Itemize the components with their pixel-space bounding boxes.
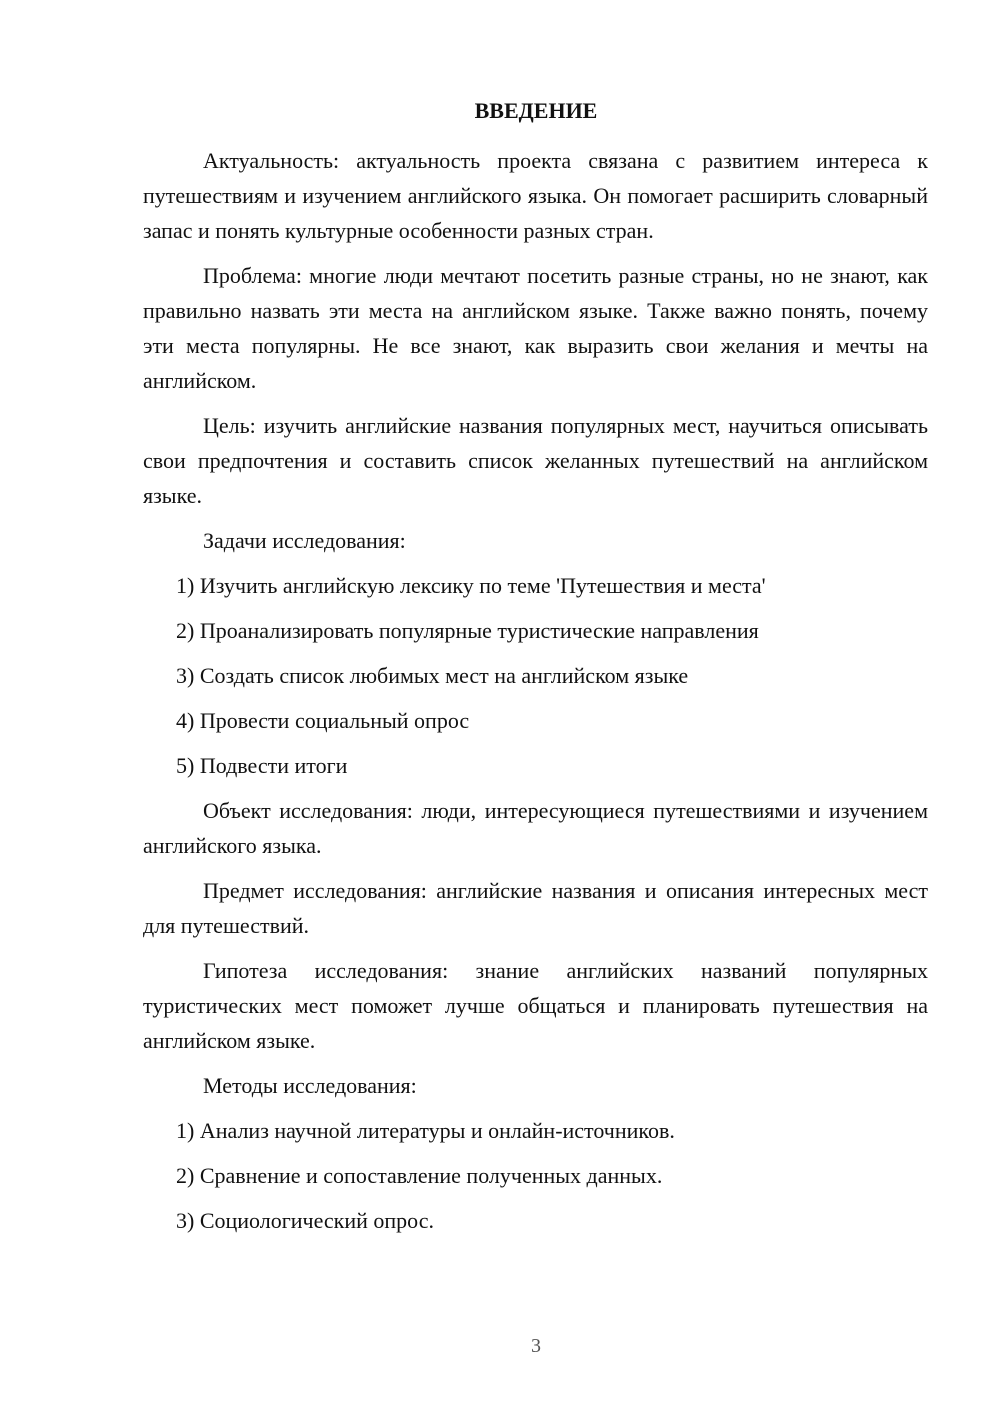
list-item-task: 1) Изучить английскую лексику по теме 'Путешествия и места' (176, 573, 766, 598)
list-item-method: 2) Сравнение и сопоставление полученных данных. (176, 1163, 663, 1188)
list-item-method: 1) Анализ научной литературы и онлайн-источников. (176, 1118, 675, 1143)
paragraph-relevance: Актуальность: актуальность проекта связана с развитием интереса к путешествиям и изучением английского языка. Он помогает расширить словарный запас и понять культурные особенности разных стран. (143, 148, 928, 243)
list-item-method: 3) Социологический опрос. (176, 1208, 434, 1233)
paragraph-goal: Цель: изучить английские названия популярных мест, научиться описывать свои предпочтения и составить список желанных путешествий на английском языке. (143, 413, 928, 508)
page-number: 3 (531, 1335, 541, 1357)
list-item-task: 3) Создать список любимых мест на английском языке (176, 663, 689, 688)
document-body (143, 143, 928, 1248)
list-item-task: 2) Проанализировать популярные туристические направления (176, 618, 759, 643)
paragraph-object: Объект исследования: люди, интересующиеся путешествиями и изучением английского языка. (143, 798, 928, 858)
paragraph-problem: Проблема: многие люди мечтают посетить разные страны, но не знают, как правильно назвать эти места на английском языке. Также важно понять, почему эти места популярны. Не все знают, как выразить свои желания и мечты на английском. (143, 263, 928, 393)
page-title: ВВЕДЕНИЕ (474, 98, 598, 123)
paragraph-hypothesis: Гипотеза исследования: знание английских названий популярных туристических мест поможет лучше общаться и планировать путешествия на английском языке. (143, 958, 928, 1053)
tasks-heading: Задачи исследования: (203, 528, 406, 553)
tasks-list (143, 568, 928, 783)
methods-heading: Методы исследования: (203, 1073, 417, 1098)
paragraph-subject: Предмет исследования: английские названия и описания интересных мест для путешествий. (143, 878, 928, 938)
list-item-task: 5) Подвести итоги (176, 753, 348, 778)
methods-list (143, 1113, 928, 1238)
list-item-task: 4) Провести социальный опрос (176, 708, 470, 733)
